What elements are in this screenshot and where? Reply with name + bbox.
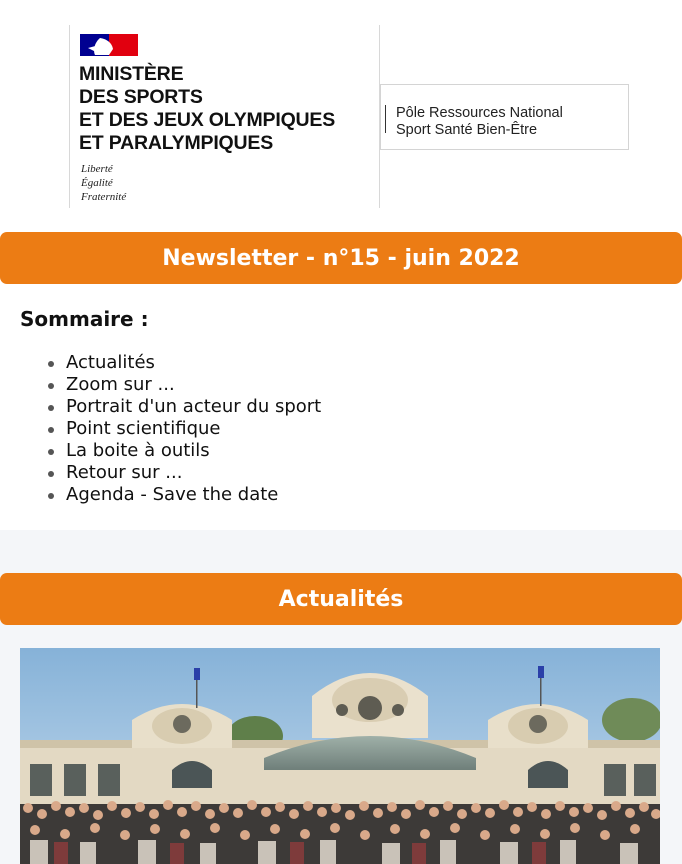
sommaire-item-label: Zoom sur ...	[66, 374, 175, 395]
bullet-icon	[48, 449, 54, 455]
sommaire-item[interactable]	[46, 484, 321, 506]
motto-line: Égalité	[81, 177, 113, 189]
sommaire-item[interactable]	[46, 418, 321, 440]
bullet-icon	[48, 427, 54, 433]
sommaire-item-label: Portrait d'un acteur du sport	[66, 396, 322, 417]
bullet-icon	[48, 405, 54, 411]
ministry-title-line: MINISTÈRE	[79, 63, 184, 85]
banner-title: Newsletter - n°15 - juin 2022	[162, 245, 520, 271]
sommaire-item-label: Retour sur ...	[66, 462, 183, 483]
sommaire-item[interactable]	[46, 374, 321, 396]
sommaire-item[interactable]	[46, 440, 321, 462]
bullet-icon	[48, 471, 54, 477]
sommaire-item[interactable]	[46, 352, 321, 374]
marianne-flag-icon	[80, 34, 138, 56]
bullet-icon	[48, 361, 54, 367]
sommaire-item[interactable]	[46, 396, 321, 418]
sommaire-item-label: Actualités	[66, 352, 155, 373]
pole-ressources-logo	[380, 84, 629, 150]
republic-motto	[81, 162, 126, 204]
pole-divider	[385, 105, 386, 133]
pole-line: Sport Santé Bien-Être	[396, 122, 538, 138]
ministry-title	[79, 63, 335, 155]
sommaire-item[interactable]	[46, 462, 321, 484]
pole-name	[396, 105, 563, 139]
sommaire-item-label: Point scientifique	[66, 418, 221, 439]
sommaire-title: Sommaire :	[20, 307, 149, 331]
bullet-icon	[48, 493, 54, 499]
motto-line: Liberté	[81, 163, 113, 175]
bullet-icon	[48, 383, 54, 389]
sommaire-item-label: Agenda - Save the date	[66, 484, 279, 505]
section-title: Actualités	[278, 586, 404, 612]
ministry-title-line: ET DES JEUX OLYMPIQUES	[79, 109, 336, 131]
ministry-title-line: DES SPORTS	[79, 86, 203, 108]
ministry-title-line: ET PARALYMPIQUES	[79, 132, 273, 154]
pole-line: Pôle Ressources National	[396, 105, 563, 121]
group-photo	[20, 648, 660, 864]
sommaire-item-label: La boite à outils	[66, 440, 210, 461]
newsletter-header	[0, 0, 682, 220]
newsletter-banner	[0, 232, 682, 284]
sommaire-list	[46, 352, 321, 506]
section-header-actualites	[0, 573, 682, 625]
ministry-logo	[69, 25, 380, 208]
group-photo-illustration	[20, 648, 660, 864]
motto-line: Fraternité	[81, 191, 127, 203]
